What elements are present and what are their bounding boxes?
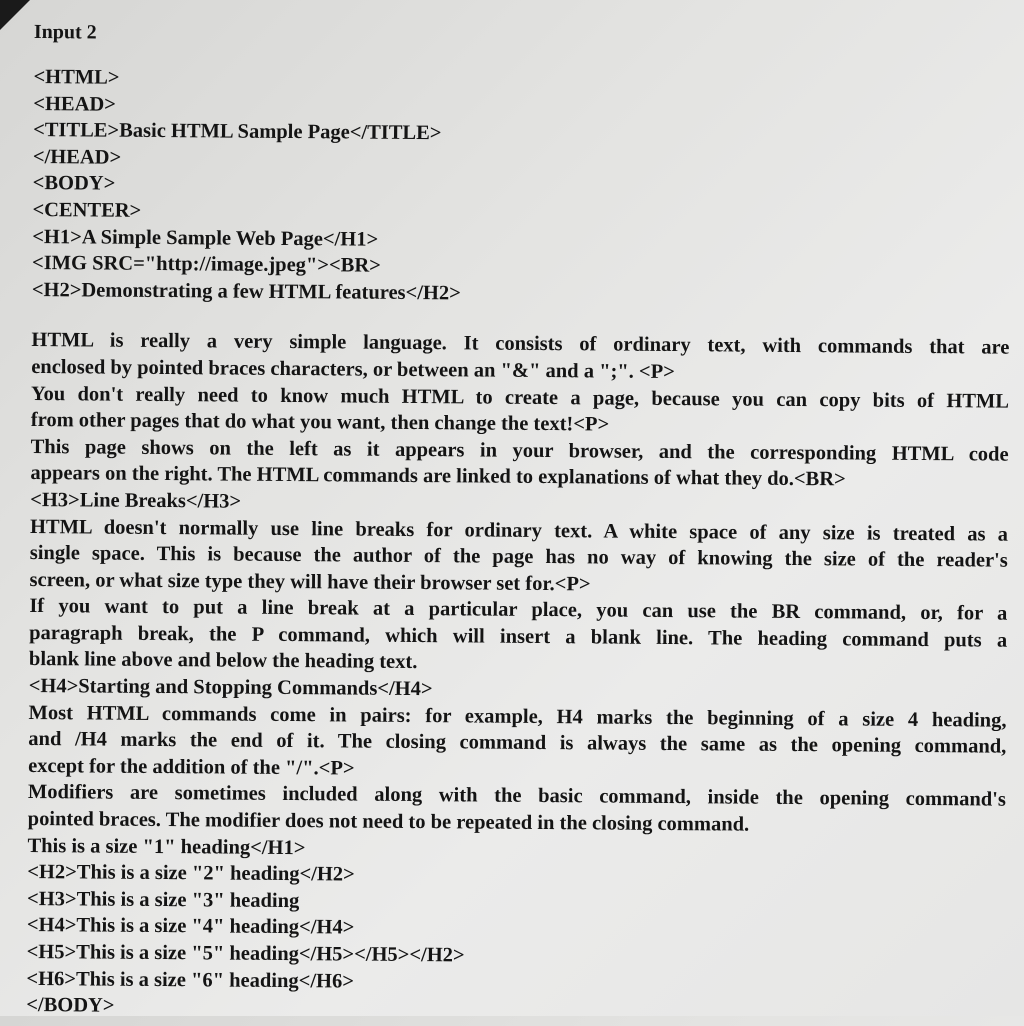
body-line: If you want to put a line break at a particular place, you can use the BR command, or, for a — [29, 595, 1008, 625]
code-line: <HEAD> — [33, 92, 117, 116]
code-line: <CENTER> — [32, 198, 142, 222]
code-line: <TITLE>Basic HTML Sample Page</TITLE> — [33, 119, 442, 145]
body-line: screen, or what size type they will have their browser set for.<P> — [29, 568, 591, 596]
body-line: </BODY> — [26, 994, 115, 1017]
body-line: blank line above and below the heading text. — [28, 648, 418, 674]
page-label: Input 2 — [33, 20, 97, 44]
body-line: and /H4 marks the end of it. The closing command is always the same as the opening command, — [28, 728, 1007, 758]
html-body-text — [26, 327, 1009, 1026]
body-line: paragraph break, the P command, which will insert a blank line. The heading command puts a — [29, 621, 1008, 652]
body-line: except for the addition of the "/".<P> — [28, 754, 355, 780]
body-line: Modifiers are sometimes included along with the basic command, inside the opening command's — [27, 781, 1006, 812]
body-line: appears on the right. The HTML commands are linked to explanations of what they do.<BR> — [30, 462, 846, 491]
body-line: <H6>This is a size "6" heading</H6> — [26, 967, 355, 993]
body-line: <H4>Starting and Stopping Commands</H4> — [28, 675, 433, 701]
body-line: This is a size "1" heading</H1> — [27, 834, 306, 859]
body-line: <H3>This is a size "3" heading — [26, 887, 300, 912]
body-line: <H3>Line Breaks</H3> — [30, 488, 242, 513]
body-line: HTML doesn't normally use line breaks for ordinary text. A white space of any size is treated as a — [29, 515, 1009, 546]
body-line: pointed braces. The modifier does not need to be repeated in the closing command. — [27, 808, 750, 836]
body-line: enclosed by pointed braces characters, or between an "&" and a ";". <P> — [31, 355, 675, 383]
body-line: single space. This is because the author of the page has no way of knowing the size of the reader's — [29, 542, 1008, 572]
body-line: Most HTML commands come in pairs: for example, H4 marks the beginning of a size 4 heading, — [28, 701, 1007, 732]
page-corner-shadow — [0, 0, 30, 30]
code-line: <H2>Demonstrating a few HTML features</H2> — [31, 278, 461, 305]
body-line: You don't really need to know much HTML to create a page, because you can copy bits of HTML — [30, 382, 1010, 413]
code-line: <H1>A Simple Sample Web Page</H1> — [32, 225, 379, 251]
body-line: <H4>This is a size "4" heading</H4> — [26, 914, 355, 939]
body-line: This page shows on the left as it appears in your browser, and the corresponding HTML code — [30, 435, 1009, 466]
code-line: <IMG SRC="http://image.jpeg"><BR> — [31, 252, 381, 277]
code-line: <HTML> — [33, 65, 120, 89]
code-line: <BODY> — [32, 172, 116, 196]
body-line: from other pages that do what you want, then change the text!<P> — [30, 409, 610, 436]
body-line: <H2>This is a size "2" heading</H2> — [27, 861, 355, 886]
printed-page — [26, 18, 1012, 1026]
html-code-header — [32, 64, 1012, 311]
body-line: <H5>This is a size "5" heading</H5></H5></H2> — [26, 940, 465, 967]
body-line: HTML is really a very simple language. It consists of ordinary text, with commands that are — [31, 329, 1010, 360]
code-line: </HEAD> — [32, 145, 122, 169]
